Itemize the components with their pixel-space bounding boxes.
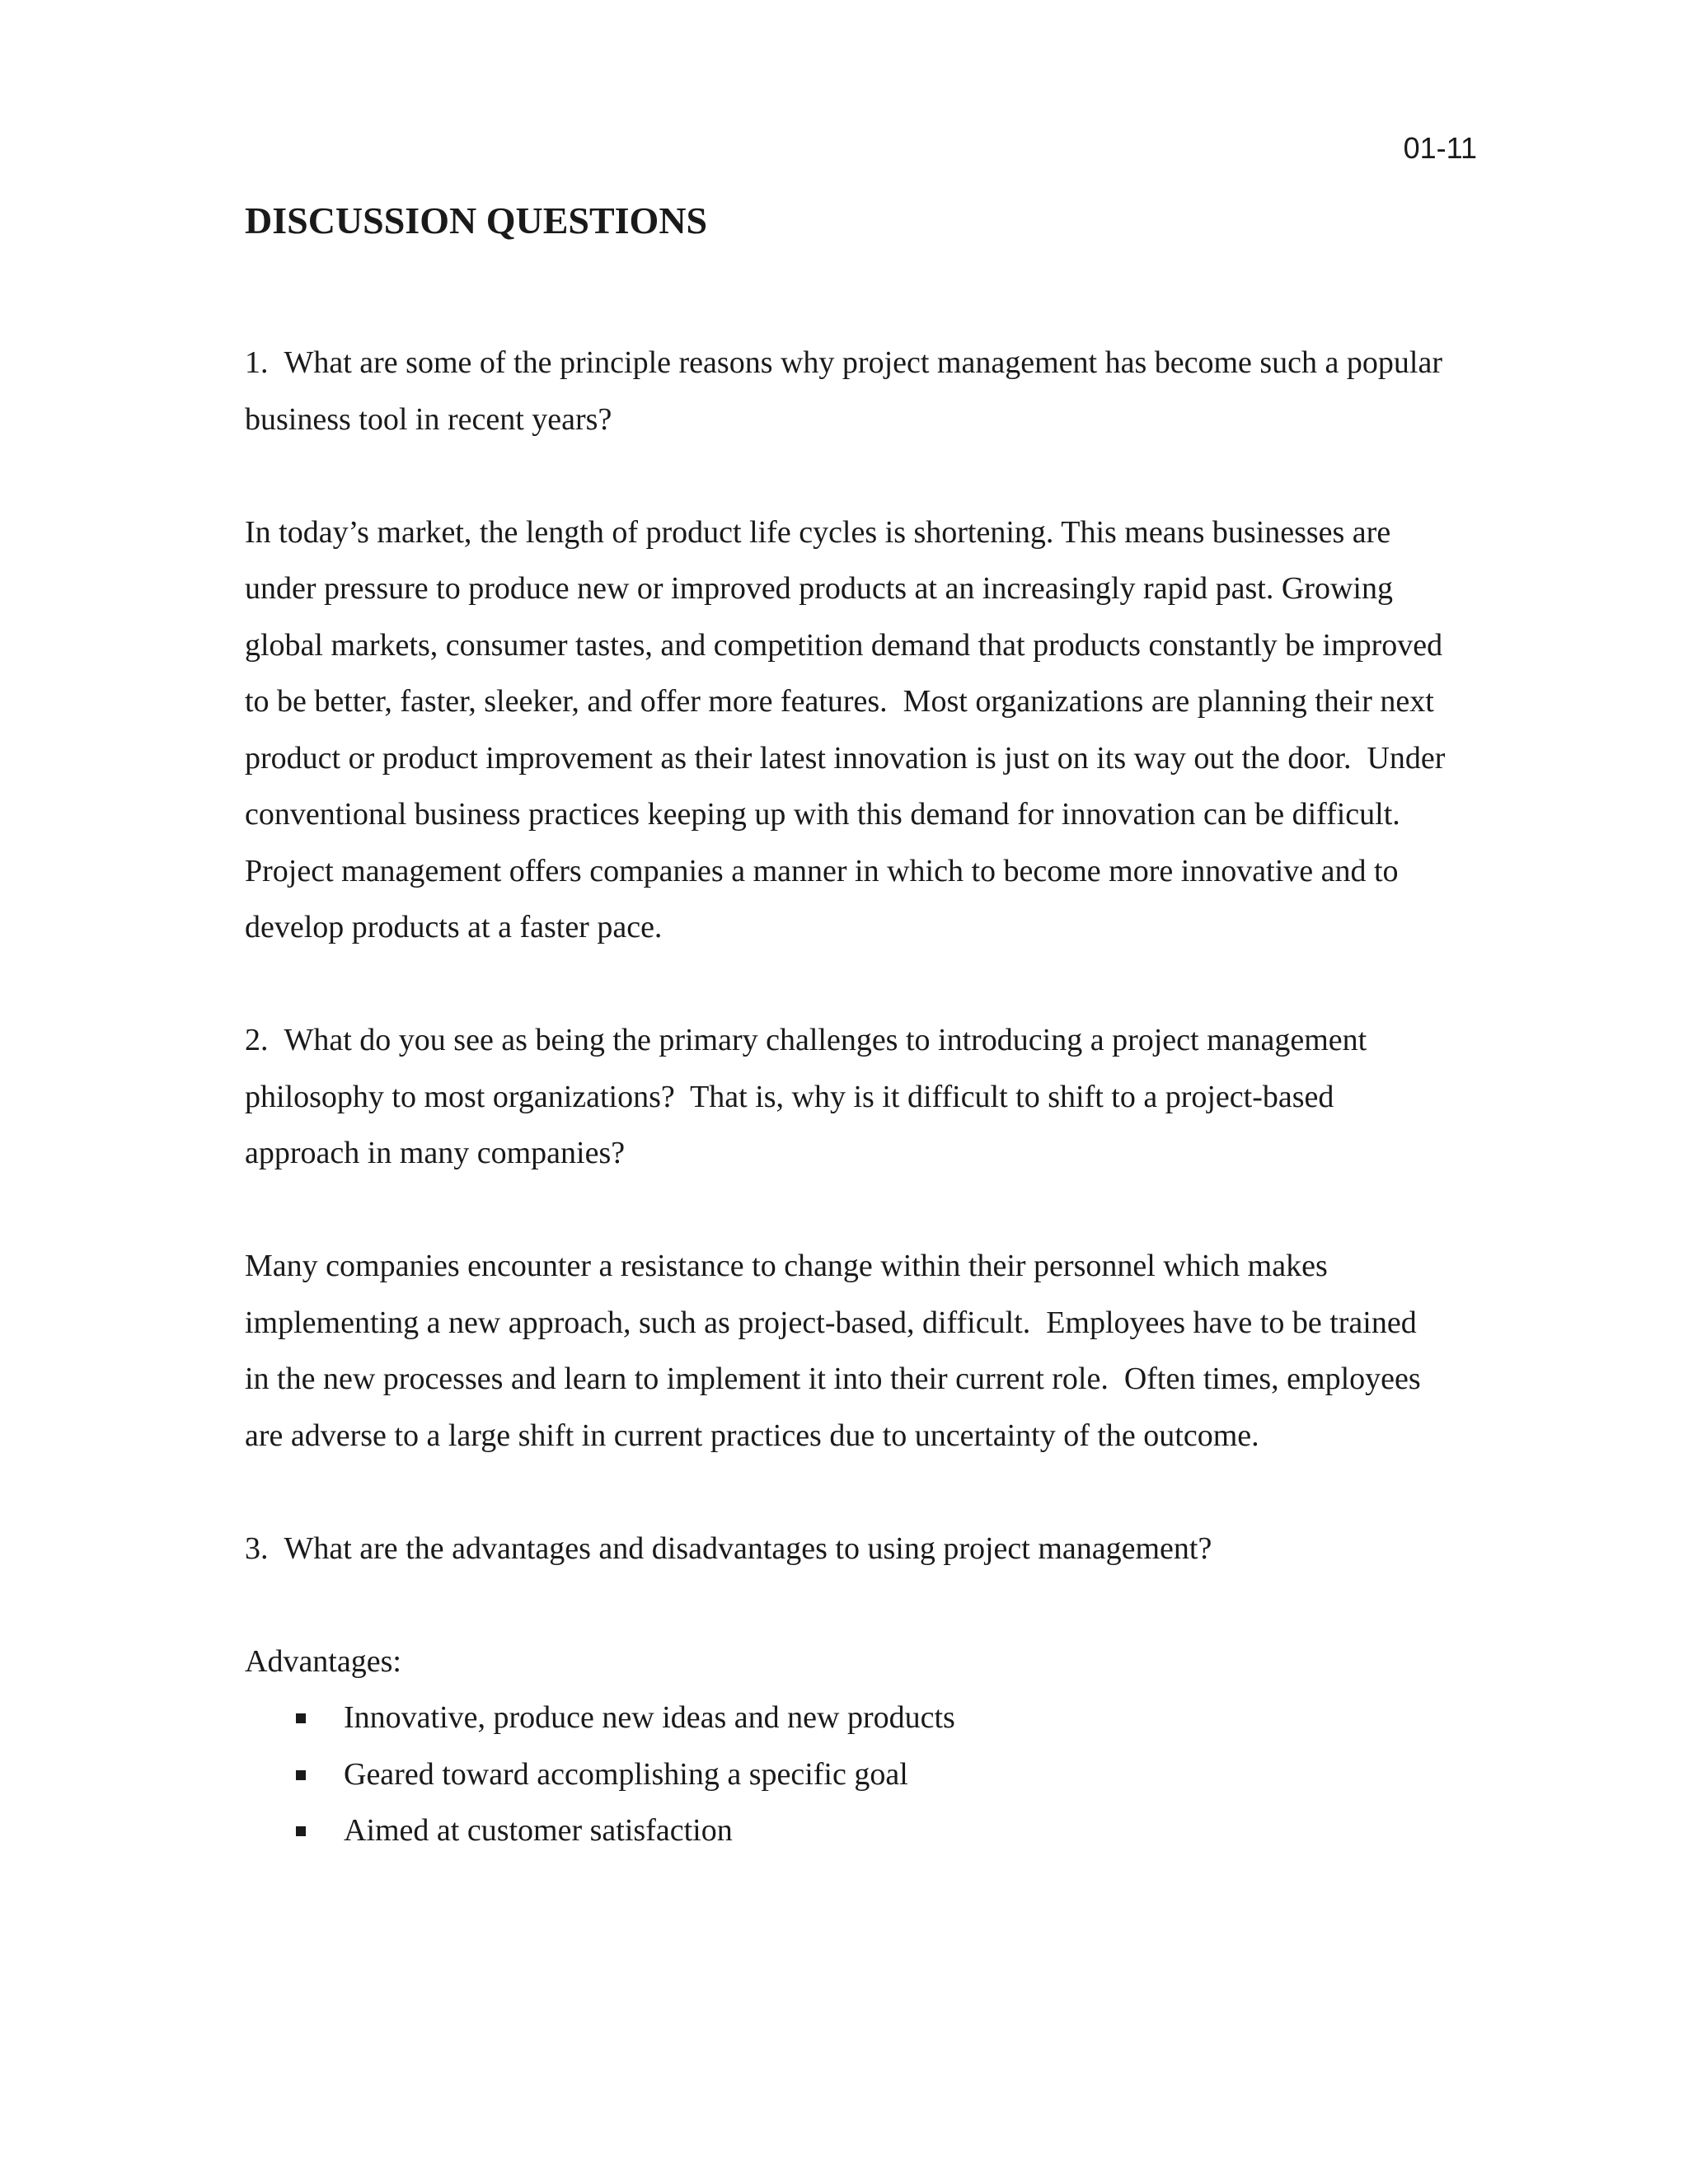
list-item [245,1802,1448,1859]
list-item-text: Geared toward accomplishing a specific goal [344,1756,908,1792]
question-2: 2. What do you see as being the primary challenges to introducing a project management philosophy to most organizations? That is, why is it difficult to shift to a project-based approach in many companies? [245,1023,1367,1170]
list-item-text: Aimed at customer satisfaction [344,1813,733,1848]
square-bullet-icon [296,1770,306,1780]
advantages-list [245,1690,1448,1859]
page-number: 01-11 [1403,131,1477,165]
page-title: DISCUSSION QUESTIONS [245,199,708,241]
square-bullet-icon [296,1713,306,1723]
answer-1: In today’s market, the length of product life cycles is shortening. This means businesses are under pressure to produce new or improved products at an increasingly rapid past. Growing global markets, consumer tastes, and competition demand that products constantly be improved to be better, faster, sleeker, and offer more features. Most organizations are planning their next product or product improvement as their latest innovation is just on its way out the door. Under conventional business practices keeping up with this demand for innovation can be difficult. Project management offers companies a manner in which to become more innovative and to develop products at a faster pace. [245,514,1446,944]
list-item [245,1746,1448,1803]
question-3: 3. What are the advantages and disadvantages to using project management? [245,1530,1212,1566]
answer-2: Many companies encounter a resistance to change within their personnel which makes implementing a new approach, such as project-based, difficult. Employees have to be trained in the new processes and learn to implement it into their current role. Often times, employees are adverse to a large shift in current practices due to uncertainty of the outcome. [245,1249,1421,1453]
advantages-label: Advantages: [245,1643,401,1679]
list-item [245,1690,1448,1746]
document-body [245,198,1448,1859]
question-1: 1. What are some of the principle reasons why project management has become such a popular business tool in recent years? [245,345,1442,437]
list-item-text: Innovative, produce new ideas and new products [344,1700,955,1735]
square-bullet-icon [296,1826,306,1836]
